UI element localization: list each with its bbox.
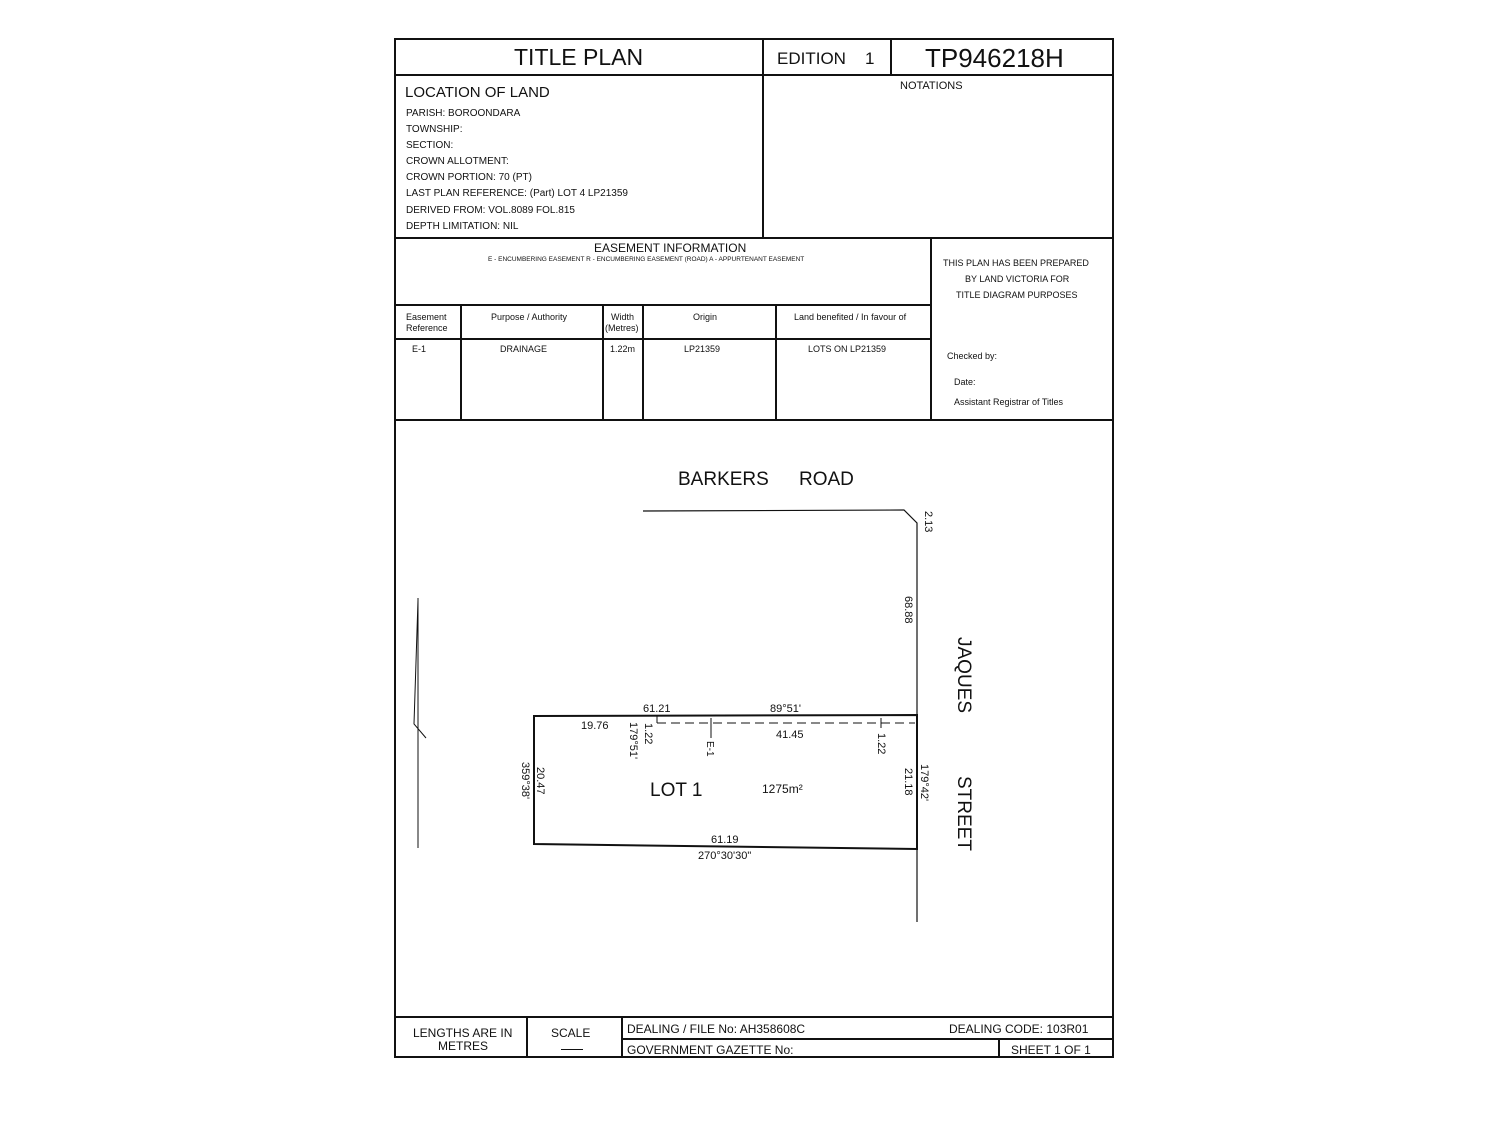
dim-west-length: 20.47 [534,767,546,795]
location-section: SECTION: [406,140,454,151]
location-crown-portion: CROWN PORTION: 70 (PT) [406,172,532,183]
street-name-street: STREET [953,776,974,851]
lengths-label-1: LENGTHS ARE IN [413,1026,513,1040]
dim-south-length: 61.19 [711,834,739,846]
registrar-label: Assistant Registrar of Titles [954,397,1064,407]
location-depth-limitation: DEPTH LIMITATION: NIL [406,221,519,232]
col-header-purpose: Purpose / Authority [491,312,568,322]
gazette-number: GOVERNMENT GAZETTE No: [627,1043,794,1057]
location-township: TOWNSHIP: [406,124,463,135]
lot-1-boundary [534,715,917,849]
easement-row-purpose: DRAINAGE [500,344,548,354]
location-heading: LOCATION OF LAND [405,84,550,101]
easement-row-land: LOTS ON LP21359 [808,344,887,354]
north-arrow-icon [414,598,426,848]
col-header-origin: Origin [693,312,718,322]
dim-west-bearing: 359°38' [519,762,531,800]
dim-north-total: 61.21 [643,703,671,715]
col-header-width-1: Width [611,312,635,322]
easement-legend: E - ENCUMBERING EASEMENT R - ENCUMBERING EASEMENT (ROAD) A - APPURTENANT EASEMENT [488,256,805,263]
easement-e1-label: E-1 [704,741,715,757]
dealing-file-number: DEALING / FILE No: AH358608C [627,1022,806,1036]
sheet-number: SHEET 1 OF 1 [1011,1043,1091,1057]
street-name-jaques: JAQUES [953,637,974,714]
dim-east-bearing: 179°42' [918,764,930,802]
easement-row-origin: LP21359 [684,344,721,354]
page-title: TITLE PLAN [514,44,644,70]
date-label: Date: [954,377,976,387]
easement-heading: EASEMENT INFORMATION [594,241,747,255]
edition-number: 1 [865,49,875,68]
prepared-line-1: THIS PLAN HAS BEEN PREPARED [943,258,1089,268]
location-derived-from: DERIVED FROM: VOL.8089 FOL.815 [406,205,575,216]
lot-label: LOT 1 [650,780,703,801]
col-header-width-2: (Metres) [605,323,639,333]
dim-easement-width-east: 1.22 [875,733,887,755]
notations-heading: NOTATIONS [900,80,963,92]
dim-east-upper: 68.88 [902,596,914,624]
dim-north-bearing: 89°51' [770,703,801,715]
dim-corner-cut: 2.13 [922,511,934,533]
prepared-line-3: TITLE DIAGRAM PURPOSES [956,290,1078,300]
dim-easement-bearing: 179°51' [627,722,639,760]
road-name-barkers: BARKERS [678,469,769,490]
dim-easement-width-west: 1.22 [642,723,654,745]
road-name-road: ROAD [799,469,854,490]
dim-easement-length: 41.45 [776,729,804,741]
lengths-label-2: METRES [438,1039,489,1053]
checked-by-label: Checked by: [947,351,998,361]
dim-east-length: 21.18 [902,768,914,796]
location-parish: PARISH: BOROONDARA [406,108,521,119]
plan-number: TP946218H [925,43,1064,73]
easement-row-ref: E-1 [412,344,427,354]
easement-row-width: 1.22m [610,344,636,354]
location-crown-allotment: CROWN ALLOTMENT: [406,156,509,167]
dim-north-west-segment: 19.76 [581,720,609,732]
col-header-ref-1: Easement [406,312,447,322]
edition-label: EDITION [777,49,846,68]
col-header-land: Land benefited / In favour of [794,312,907,322]
location-last-plan: LAST PLAN REFERENCE: (Part) LOT 4 LP21359 [406,188,628,199]
col-header-ref-2: Reference [406,323,448,333]
scale-label: SCALE [551,1026,591,1040]
prepared-line-2: BY LAND VICTORIA FOR [965,274,1070,284]
dealing-code: DEALING CODE: 103R01 [949,1022,1089,1036]
lot-area: 1275m² [762,782,803,796]
dim-south-bearing: 270°30'30" [698,850,752,862]
